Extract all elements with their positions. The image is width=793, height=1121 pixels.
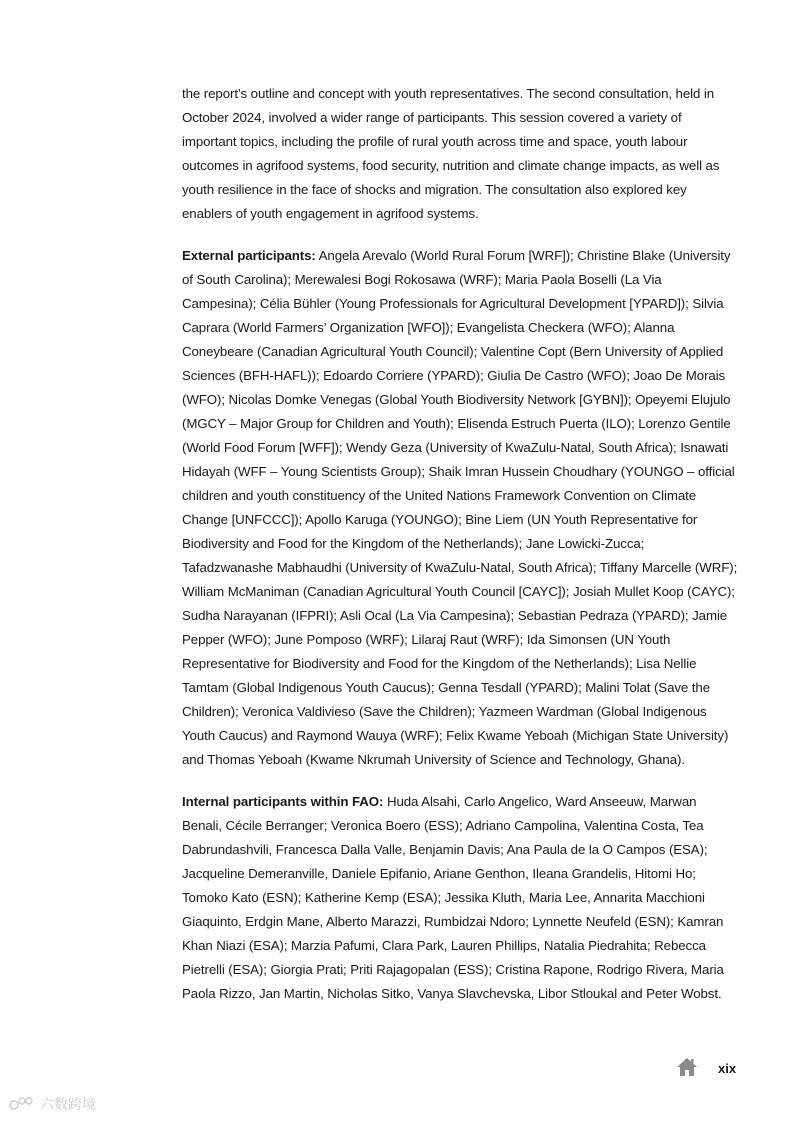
page-number: xix [718,1061,737,1076]
watermark [8,1094,96,1114]
internal-participants-label: Internal participants within FAO: [182,794,384,809]
external-participants-label: External participants: [182,248,316,263]
external-participants-paragraph [182,244,738,772]
home-icon[interactable] [676,1056,698,1078]
internal-participants-list: Huda Alsahi, Carlo Angelico, Ward Anseeuw, Marwan Benali, Cécile Berranger; Veronica Boero (ESS); Adriano Campolina, Valentina Costa, Tea Dabrundashvili, Francesca Dalla Valle, Benjamin Davis; Ana Paula de la O Campos (ESA); Jacqueline Demeranville, Daniele Epifanio, Ariane Genthon, Ileana Grandelis, Hitomi Ho; Tomoko Kato (ESN); Katherine Kemp (ESA); Jessika Kluth, Maria Lee, Annarita Macchioni Giaquinto, Erdgin Mane, Alberto Marazzi, Rumbidzai Ndoro; Lynnette Neufeld (ESN); Kamran Khan Niazi (ESA); Marzia Pafumi, Clara Park, Lauren Phillips, Natalia Piedrahita; Rebecca Pietrelli (ESA); Giorgia Prati; Priti Rajagopalan (ESS); Cristina Rapone, Rodrigo Rivera, Maria Paola Rizzo, Jan Martin, Nicholas Sitko, Vanya Slavchevska, Libor Stloukal and Peter Wobst. [182,794,724,1001]
document-body [182,82,738,1024]
watermark-logo-icon [8,1095,36,1113]
intro-paragraph: the report’s outline and concept with youth representatives. The second consultation, held in October 2024, involved a wider range of participants. This session covered a variety of important topics, including the profile of rural youth across time and space, youth labour outcomes in agrifood systems, food security, nutrition and climate change impacts, as well as youth resilience in the face of shocks and migration. The consultation also explored key enablers of youth engagement in agrifood systems. [182,86,720,221]
watermark-text: 六数跨境 [40,1096,96,1112]
internal-participants-paragraph [182,790,738,1006]
external-participants-list: Angela Arevalo (World Rural Forum [WRF]); Christine Blake (University of South Carolina); Merewalesi Bogi Rokosawa (WRF); Maria Paola Boselli (La Via Campesina); Célia Bühler (Young Professionals for Agricultural Development [YPARD]); Silvia Caprara (World Farmers’ Organization [WFO]); Evangelista Checkera (WFO); Alanna Coneybeare (Canadian Agricultural Youth Council); Valentine Copt (Bern University of Applied Sciences (BFH-HAFL)); Edoardo Corriere (YPARD); Giulia De Castro (WFO); Joao De Morais (WFO); Nicolas Domke Venegas (Global Youth Biodiversity Network [GYBN]); Opeyemi Elujulo (MGCY – Major Group for Children and Youth); Elisenda Estruch Puerta (ILO); Lorenzo Gentile (World Food Forum [WFF]); Wendy Geza (University of KwaZulu-Natal, South Africa); Isnawati Hidayah (WFF – Young Scientists Group); Shaik Imran Hussein Choudhary (YOUNGO – official children and youth constituency of the United Nations Framework Convention on Climate Change [UNFCCC]); Apollo Karuga (YOUNGO); Bine Liem (UN Youth Representative for Biodiversity and Food for the Kingdom of the Netherlands); Jane Lowicki-Zucca; Tafadzwanashe Mabhaudhi (University of KwaZulu-Natal, South Africa); Tiffany Marcelle (WRF); William McManiman (Canadian Agricultural Youth Council [CAYC]); Josiah Mullet Koop (CAYC); Sudha Narayanan (IFPRI); Asli Ocal (La Via Campesina); Sebastian Pedraza (YPARD); Jamie Pepper (WFO); June Pomposo (WRF); Lilaraj Raut (WRF); Ida Simonsen (UN Youth Representative for Biodiversity and Food for the Kingdom of the Netherlands); Lisa Nellie Tamtam (Global Indigenous Youth Caucus); Genna Tesdall (YPARD); Malini Tolat (Save the Children); Veronica Valdivieso (Save the Children); Yazmeen Wardman (Global Indigenous Youth Caucus) and Raymond Wauya (WRF); Felix Kwame Yeboah (Michigan State University) and Thomas Yeboah (Kwame Nkrumah University of Science and Technology, Ghana). [182,248,738,767]
